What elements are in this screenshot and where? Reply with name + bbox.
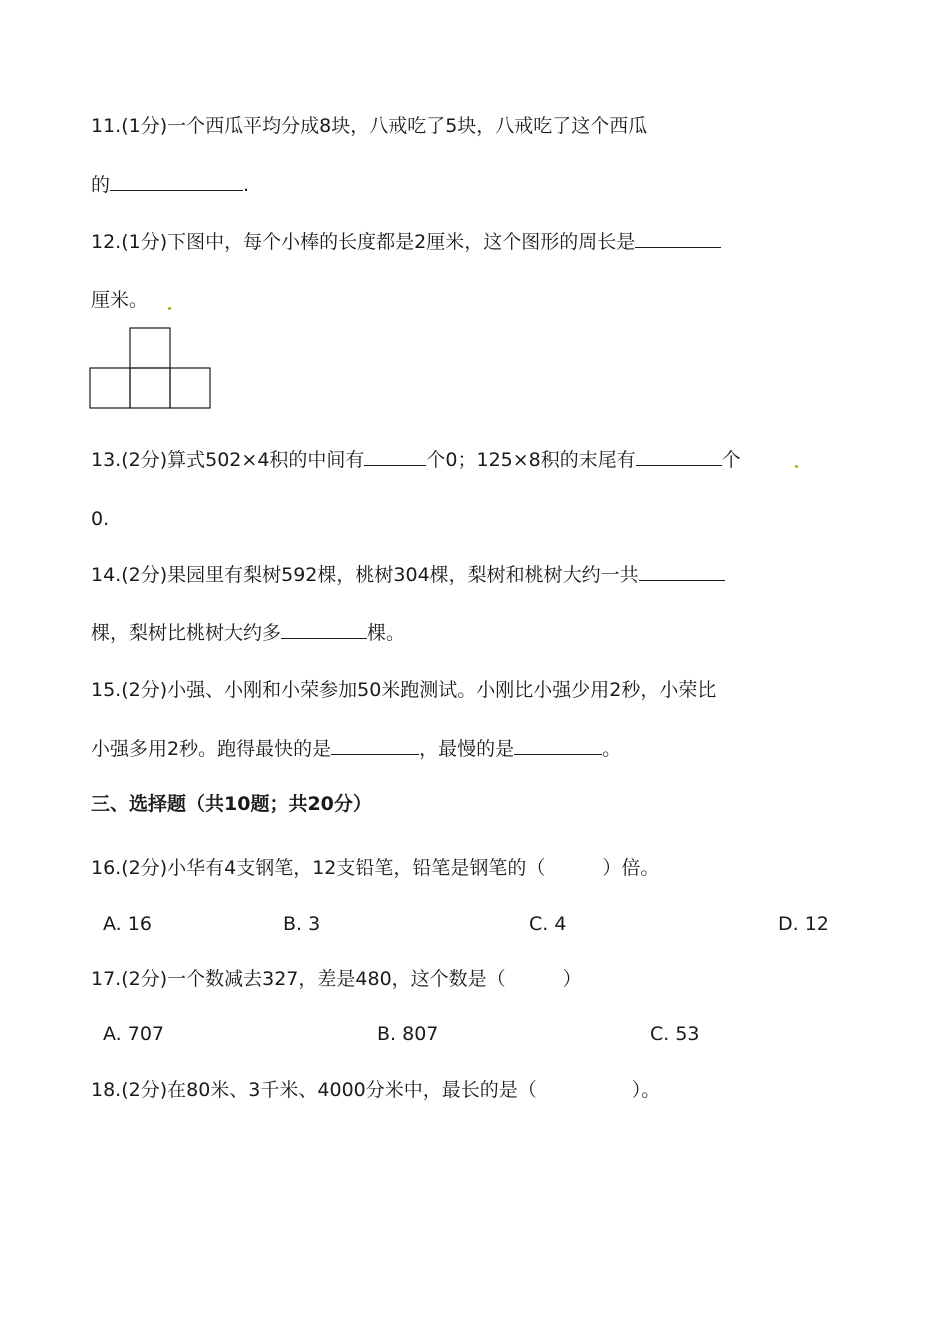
question-16: 16.(2分)小华有4支钢笔，12支铅笔，铅笔是钢笔的（ ）倍。 — [91, 857, 660, 879]
q14-text-c: 棵。 — [367, 622, 406, 644]
q15-text-c: 。 — [602, 738, 622, 760]
question-13-line1 — [91, 447, 741, 473]
option-q16-b[interactable]: B. 3 — [283, 913, 321, 935]
option-q17-b[interactable]: B. 807 — [377, 1023, 439, 1045]
figure-bottom-right-square — [170, 368, 210, 408]
question-14-line2 — [91, 620, 405, 646]
stick-figure — [89, 327, 213, 411]
answer-blank-q15a[interactable] — [331, 736, 419, 755]
question-15-line2 — [91, 736, 621, 762]
q13-text-a: 13.(2分)算式502×4积的中间有 — [91, 449, 365, 471]
answer-blank-q13b[interactable] — [636, 447, 722, 466]
q14-text: 14.(2分)果园里有梨树592棵，桃树304棵，梨树和桃树大约一共 — [91, 564, 639, 586]
answer-blank-q15b[interactable] — [514, 736, 602, 755]
q14-text-b: 棵，梨树比桃树大约多 — [91, 622, 282, 644]
question-14-line1 — [91, 562, 725, 588]
q15-text-a: 小强多用2秒。跑得最快的是 — [91, 738, 332, 760]
option-q16-c[interactable]: C. 4 — [529, 913, 567, 935]
q15-text-b: ，最慢的是 — [419, 738, 515, 760]
answer-blank-q13a[interactable] — [364, 447, 426, 466]
question-17: 17.(2分)一个数减去327，差是480，这个数是（ ） — [91, 968, 582, 990]
figure-bottom-middle-square — [130, 368, 170, 408]
figure-top-square — [130, 328, 170, 368]
question-15-line1: 15.(2分)小强、小刚和小荣参加50米跑测试。小刚比小强少用2秒，小荣比 — [91, 679, 717, 701]
answer-blank-q14b[interactable] — [281, 620, 367, 639]
question-11-line1: 11.(1分)一个西瓜平均分成8块，八戒吃了5块，八戒吃了这个西瓜 — [91, 115, 648, 137]
option-q16-a[interactable]: A. 16 — [103, 913, 152, 935]
question-12-line2: 厘米。 — [91, 289, 149, 311]
question-11-line2 — [91, 172, 249, 198]
q12-text: 12.(1分)下图中，每个小棒的长度都是2厘米，这个图形的周长是 — [91, 231, 636, 253]
answer-blank-q12[interactable] — [635, 229, 721, 248]
answer-blank-q14a[interactable] — [639, 562, 725, 581]
q13-text-b: 个0；125×8积的末尾有 — [426, 449, 636, 471]
option-q16-d[interactable]: D. 12 — [778, 913, 829, 935]
figure-bottom-left-square — [90, 368, 130, 408]
answer-blank-q11[interactable] — [110, 172, 243, 191]
option-q17-c[interactable]: C. 53 — [650, 1023, 700, 1045]
stray-mark — [168, 307, 171, 310]
q13-text-c: 个 — [721, 449, 741, 471]
question-12-line1 — [91, 229, 721, 255]
q11-suffix: . — [243, 174, 250, 196]
q11-prefix: 的 — [91, 174, 111, 196]
option-q17-a[interactable]: A. 707 — [103, 1023, 165, 1045]
question-13-line2: 0. — [91, 508, 110, 530]
question-18: 18.(2分)在80米、3千米、4000分米中，最长的是（ ）。 — [91, 1079, 661, 1101]
stray-mark-2 — [795, 465, 798, 468]
section-title-multiple-choice: 三、选择题（共10题；共20分） — [91, 793, 372, 815]
